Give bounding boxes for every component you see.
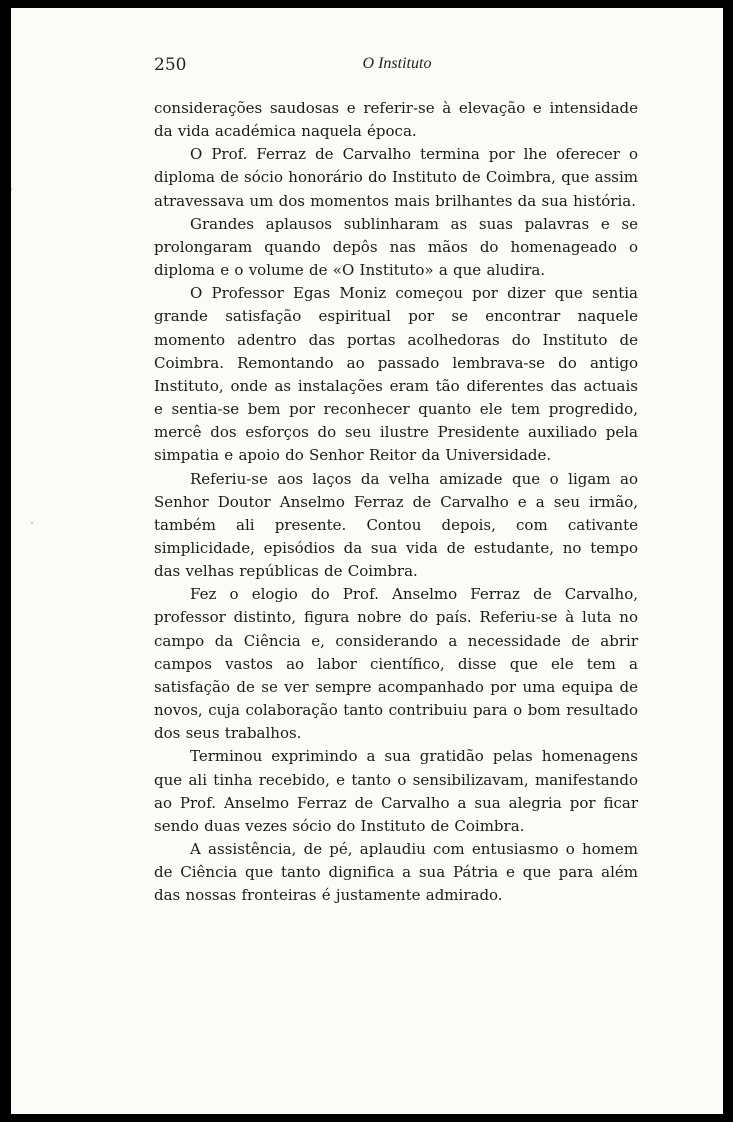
- paragraph-7: Terminou exprimindo a sua gratidão pelas homenagens que ali tinha recebido, e tanto o sensibilizavam, manifestando ao Prof. Anselmo Ferraz de Carvalho a sua alegria por ficar sendo duas vezes sócio do Instituto de Coimbra.: [154, 747, 638, 835]
- ink-speck: [31, 522, 33, 524]
- paragraph-5: Referiu-se aos laços da velha amizade que o ligam ao Senhor Doutor Anselmo Ferraz de Carvalho e a seu irmão, também ali presente. Contou depois, com cativante simplicidade, episódios da sua vida de estudante, no tempo das velhas repúblicas de Coimbra.: [154, 469, 638, 581]
- body-text: [154, 97, 638, 907]
- paragraph-4: O Professor Egas Moniz começou por dizer que sentia grande satisfação espiritual por se encontrar naquele momento adentro das portas acolhedoras do Instituto de Coimbra. Remontando ao passado lembrava-se do antigo Instituto, onde as instalações eram tão diferentes das actuais e sentia-se bem por reconhecer quanto ele tem progredido, mercê dos esforços do seu ilustre Presidente auxiliado pela simpatia e apoio do Senhor Reitor da Universidade.: [154, 284, 638, 465]
- paragraph-3: Grandes aplausos sublinharam as suas palavras e se prolongaram quando depôs nas mãos do homenageado o diploma e o volume de «O Instituto» a que aludira.: [154, 214, 638, 280]
- paragraph-2: O Prof. Ferraz de Carvalho termina por lhe oferecer o diploma de sócio honorário do Instituto de Coimbra, que assim atravessava um dos momentos mais brilhantes da sua história.: [154, 145, 638, 210]
- page-number: 250: [154, 55, 187, 75]
- paragraph-6: Fez o elogio do Prof. Anselmo Ferraz de Carvalho, professor distinto, figura nobre do país. Referiu-se à luta no campo da Ciência e, considerando a necessidade de abrir campos vastos ao labor científico, disse que ele tem a satisfação de se ver sempre acompanhado por uma equipa de novos, cuja colaboração tanto contribuiu para o bom resultado dos seus trabalhos.: [154, 585, 638, 743]
- ink-speck: [11, 188, 12, 191]
- paragraph-8: A assistência, de pé, aplaudiu com entusiasmo o homem de Ciência que tanto dignifica a sua Pátria e que para além das nossas fronteiras é justamente admirado.: [154, 840, 638, 905]
- running-title: O Instituto: [362, 55, 432, 72]
- paragraph-1: considerações saudosas e referir-se à elevação e intensidade da vida académica naquela época.: [154, 99, 638, 141]
- page-header: [154, 51, 640, 81]
